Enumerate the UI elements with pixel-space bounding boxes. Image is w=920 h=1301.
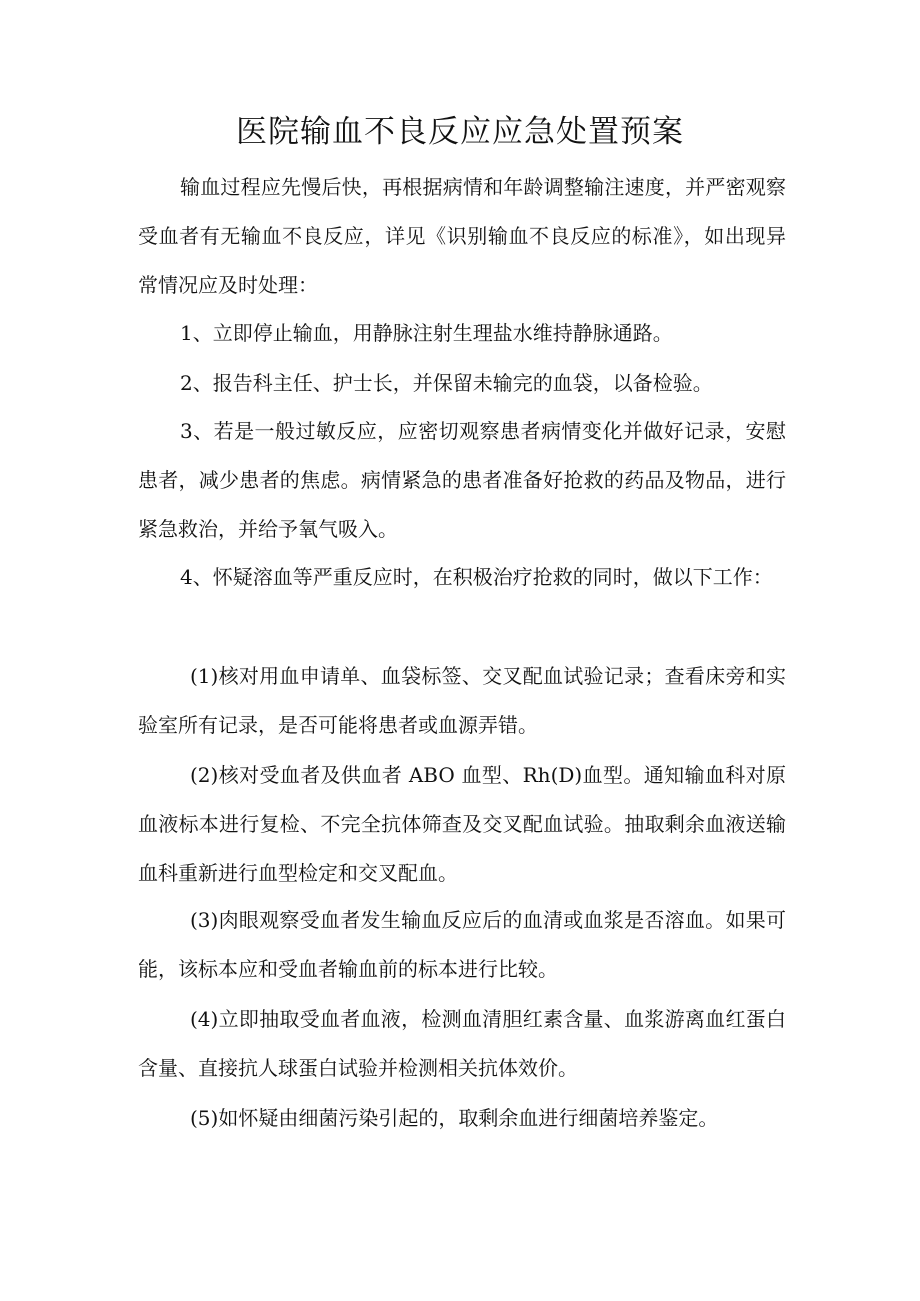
sub-item-5: (5)如怀疑由细菌污染引起的，取剩余血进行细菌培养鉴定。 <box>190 1106 719 1130</box>
sub-item-4: (4)立即抽取受血者血液，检测血清胆红素含量、血浆游离血红蛋白含量、直接抗人球蛋白试验并检测相关抗体效价。 <box>138 1007 786 1080</box>
sub-item-3: (3)肉眼观察受血者发生输血反应后的血清或血浆是否溶血。如果可能，该标本应和受血者输血前的标本进行比较。 <box>138 908 786 981</box>
document-title: 医院输血不良反应应急处置预案 <box>236 114 684 150</box>
sub-item-2: (2)核对受血者及供血者 ABO 血型、Rh(D)血型。通知输血科对原血液标本进行复检、不完全抗体筛查及交叉配血试验。抽取剩余血液送输血科重新进行血型检定和交叉配血。 <box>138 763 786 885</box>
sub-item-1: (1)核对用血申请单、血袋标签、交叉配血试验记录；查看床旁和实验室所有记录，是否可能将患者或血源弄错。 <box>138 664 786 737</box>
step-3: 3、若是一般过敏反应，应密切观察患者病情变化并做好记录，安慰患者，减少患者的焦虑。病情紧急的患者准备好抢救的药品及物品，进行紧急救治，并给予氧气吸入。 <box>138 419 786 541</box>
step-2: 2、报告科主任、护士长，并保留未输完的血袋，以备检验。 <box>180 371 713 395</box>
step-1: 1、立即停止输血，用静脉注射生理盐水维持静脉通路。 <box>180 321 673 345</box>
step-4: 4、怀疑溶血等严重反应时，在积极治疗抢救的同时，做以下工作： <box>180 565 773 589</box>
intro-paragraph: 输血过程应先慢后快，再根据病情和年龄调整输注速度，并严密观察受血者有无输血不良反应，详见《识别输血不良反应的标准》，如出现异常情况应及时处理： <box>138 175 786 297</box>
